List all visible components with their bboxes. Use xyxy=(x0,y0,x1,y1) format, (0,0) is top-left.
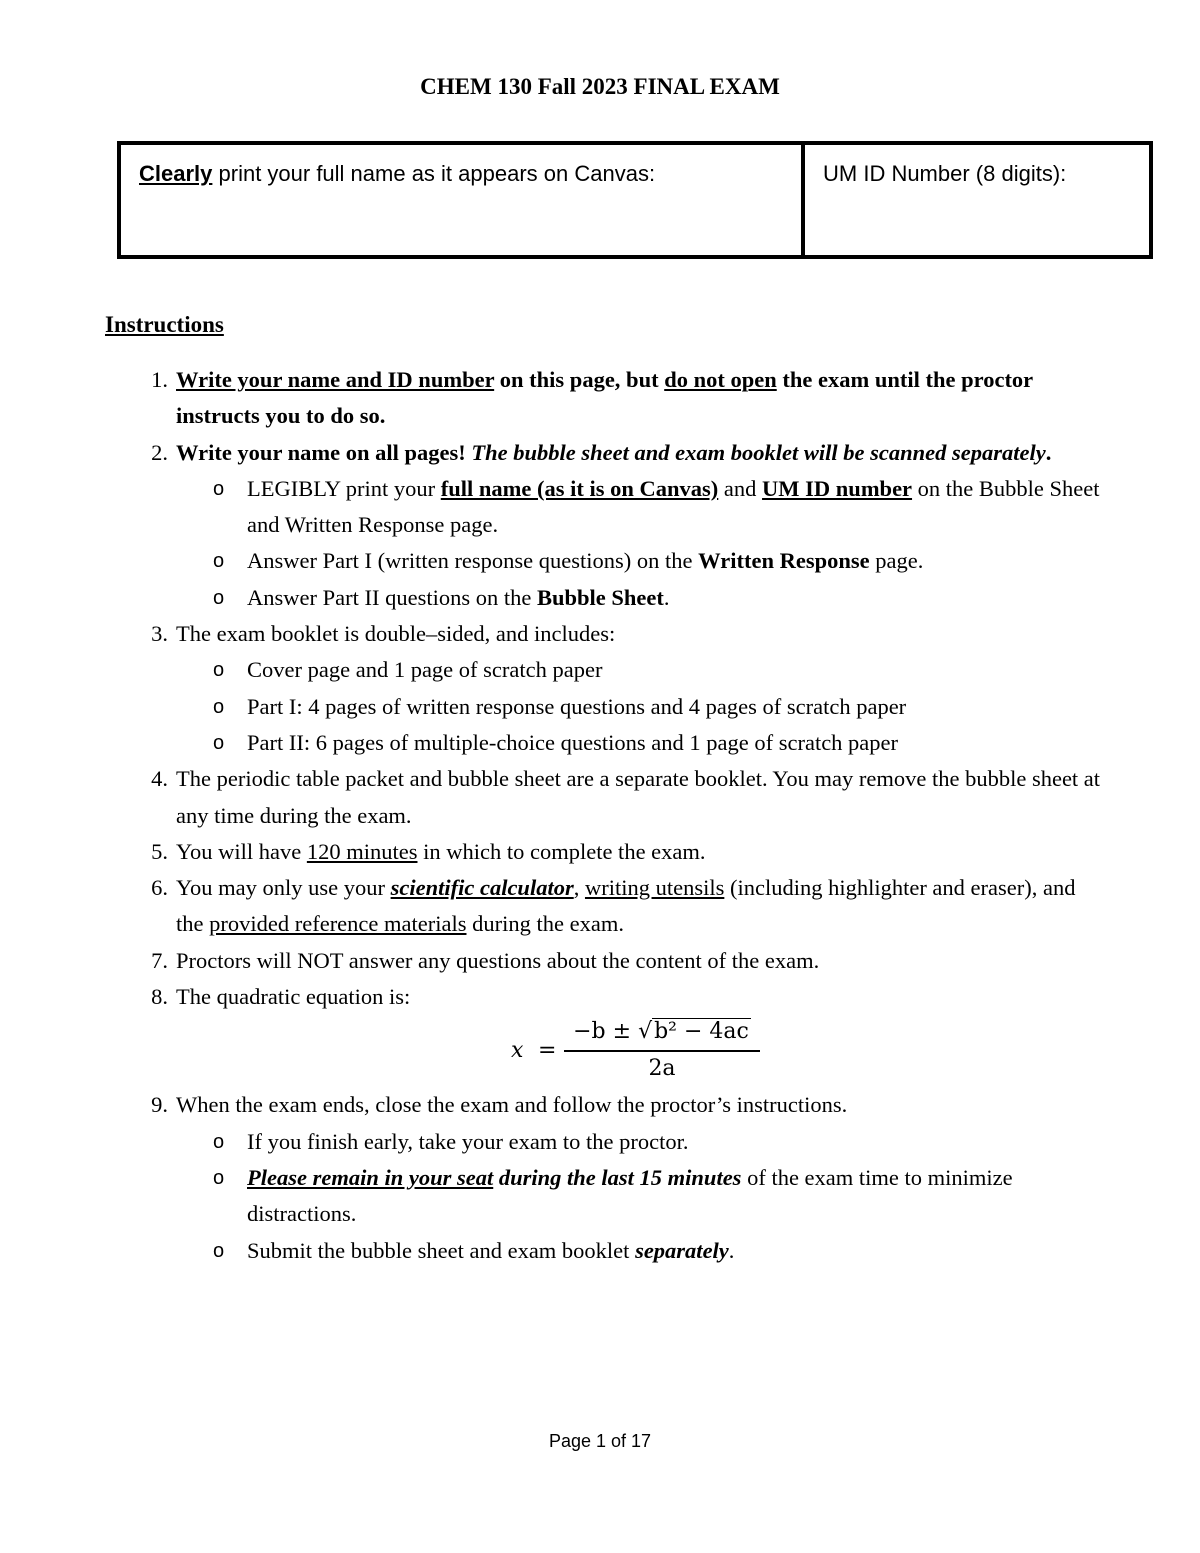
item-number: 8. xyxy=(151,984,168,1010)
student-id-box xyxy=(117,141,1153,259)
item-number: 5. xyxy=(151,838,168,864)
item-number: 4. xyxy=(151,766,168,792)
name-label: print your full name as it appears on Canvas: xyxy=(212,161,656,186)
text: The exam booklet is double–sided, and includes: xyxy=(176,621,616,647)
instruction-item xyxy=(151,435,1106,616)
item-number: 9. xyxy=(151,1092,168,1118)
emph-text: full name (as it is on Canvas) xyxy=(440,475,719,501)
emph-text: UM ID number xyxy=(762,475,913,501)
sub-item xyxy=(213,471,1106,544)
bullet-icon: o xyxy=(213,586,225,609)
bullet-icon: o xyxy=(213,1239,225,1262)
bullet-icon: o xyxy=(213,477,225,500)
emph-text: during the last 15 minutes xyxy=(493,1164,742,1190)
sub-item xyxy=(213,1160,1106,1233)
instruction-item xyxy=(151,362,1106,435)
bullet-icon: o xyxy=(213,550,225,573)
quadratic-formula xyxy=(176,1015,1106,1087)
instruction-item xyxy=(151,616,1106,761)
text: Proctors will NOT answer any questions about the content of the exam. xyxy=(176,947,820,973)
exam-title: CHEM 130 Fall 2023 FINAL EXAM xyxy=(420,74,780,99)
emph-text: The bubble sheet and exam booklet will be scanned separately xyxy=(471,439,1046,465)
bullet-icon: o xyxy=(213,695,225,718)
emph-text: separately xyxy=(635,1237,729,1263)
sub-item xyxy=(213,543,1106,579)
item-number: 6. xyxy=(151,875,168,901)
instruction-item xyxy=(151,870,1106,943)
text: in which to complete the exam. xyxy=(417,838,706,864)
formula-lhs: x xyxy=(511,1038,524,1064)
emph-text: Write your name on all pages! xyxy=(176,439,472,465)
text: Submit the bubble sheet and exam booklet xyxy=(247,1237,636,1263)
text: When the exam ends, close the exam and follow the proctor’s instructions. xyxy=(176,1092,848,1118)
emph-text: . xyxy=(1045,439,1052,465)
sub-item xyxy=(213,1124,1106,1160)
text: If you finish early, take your exam to the proctor. xyxy=(247,1128,689,1154)
emph-text: writing utensils xyxy=(584,875,725,901)
text: Cover page and 1 page of scratch paper xyxy=(247,657,603,683)
instruction-item xyxy=(151,943,1106,979)
item-number: 2. xyxy=(151,439,168,465)
radicand: b² − 4ac xyxy=(654,1019,749,1045)
name-field[interactable] xyxy=(121,145,805,255)
text: , xyxy=(573,875,585,901)
formula-numerator xyxy=(564,1015,760,1052)
emph-text: 120 minutes xyxy=(306,838,418,864)
bullet-icon: o xyxy=(213,731,225,754)
emph-text: scientific calculator xyxy=(390,875,574,901)
text: Answer Part II questions on the xyxy=(247,584,537,610)
instructions-heading: Instructions xyxy=(105,312,224,337)
text: during the exam. xyxy=(466,911,624,937)
item-number: 3. xyxy=(151,621,168,647)
instruction-item xyxy=(151,761,1106,834)
item-number: 1. xyxy=(151,367,168,392)
sub-item xyxy=(213,1233,1106,1269)
sqrt-icon: √b² − 4ac xyxy=(638,1019,749,1045)
instruction-item xyxy=(151,1087,1106,1268)
text: and xyxy=(718,475,763,501)
numerator-prefix: −b ± xyxy=(573,1019,639,1045)
page-number: Page 1 of 17 xyxy=(548,1431,652,1451)
emph-text: do not open xyxy=(664,367,777,392)
bullet-icon: o xyxy=(213,1130,225,1153)
instruction-item xyxy=(151,979,1106,1087)
name-label-emphasis: Clearly xyxy=(139,161,213,186)
text: . xyxy=(728,1237,735,1263)
emph-text: Written Response xyxy=(698,548,870,574)
text: Part II: 6 pages of multiple-choice questions and 1 page of scratch paper xyxy=(247,729,899,755)
emph-text: on this page, but xyxy=(494,367,665,392)
umid-field[interactable] xyxy=(805,145,1149,255)
text: You will have xyxy=(176,838,307,864)
sub-list xyxy=(176,1124,1106,1269)
emph-text: Please remain in your seat xyxy=(247,1164,494,1190)
sub-item xyxy=(213,689,1106,725)
text: The quadratic equation is: xyxy=(176,984,411,1010)
formula-equals: = xyxy=(538,1038,557,1064)
instructions-list xyxy=(151,362,1106,1269)
sub-list xyxy=(176,652,1106,761)
text: of the exam time to minimize distractions. xyxy=(247,1164,1013,1227)
text: LEGIBLY print your xyxy=(247,475,441,501)
emph-text: the exam until the proctor instructs you to do so. xyxy=(176,367,1033,429)
sub-item xyxy=(213,580,1106,616)
sub-list xyxy=(176,471,1106,616)
umid-label: UM ID Number (8 digits): xyxy=(823,161,1067,186)
bullet-icon: o xyxy=(213,1166,225,1189)
item-number: 7. xyxy=(151,947,168,973)
text: The periodic table packet and bubble sheet are a separate booklet. You may remove the bubble sheet at any time during the exam. xyxy=(176,766,1101,828)
text: Answer Part I (written response questions) on the xyxy=(247,548,699,574)
emph-text: Bubble Sheet xyxy=(536,584,664,610)
text: Part I: 4 pages of written response questions and 4 pages of scratch paper xyxy=(247,693,907,719)
text: . xyxy=(663,584,670,610)
text: You may only use your xyxy=(176,875,391,901)
emph-text: Write your name and ID number xyxy=(176,367,495,392)
bullet-icon: o xyxy=(213,659,225,682)
emph-text: provided reference materials xyxy=(209,911,467,937)
instruction-item xyxy=(151,834,1106,870)
formula-denominator: 2a xyxy=(648,1056,676,1082)
text: on the Bubble Sheet and Written Response page. xyxy=(247,475,1100,538)
text: page. xyxy=(869,548,924,574)
formula-fraction xyxy=(564,1015,760,1086)
text: (including highlighter and eraser), and the xyxy=(176,875,1076,937)
sub-item xyxy=(213,652,1106,688)
sub-item xyxy=(213,725,1106,761)
